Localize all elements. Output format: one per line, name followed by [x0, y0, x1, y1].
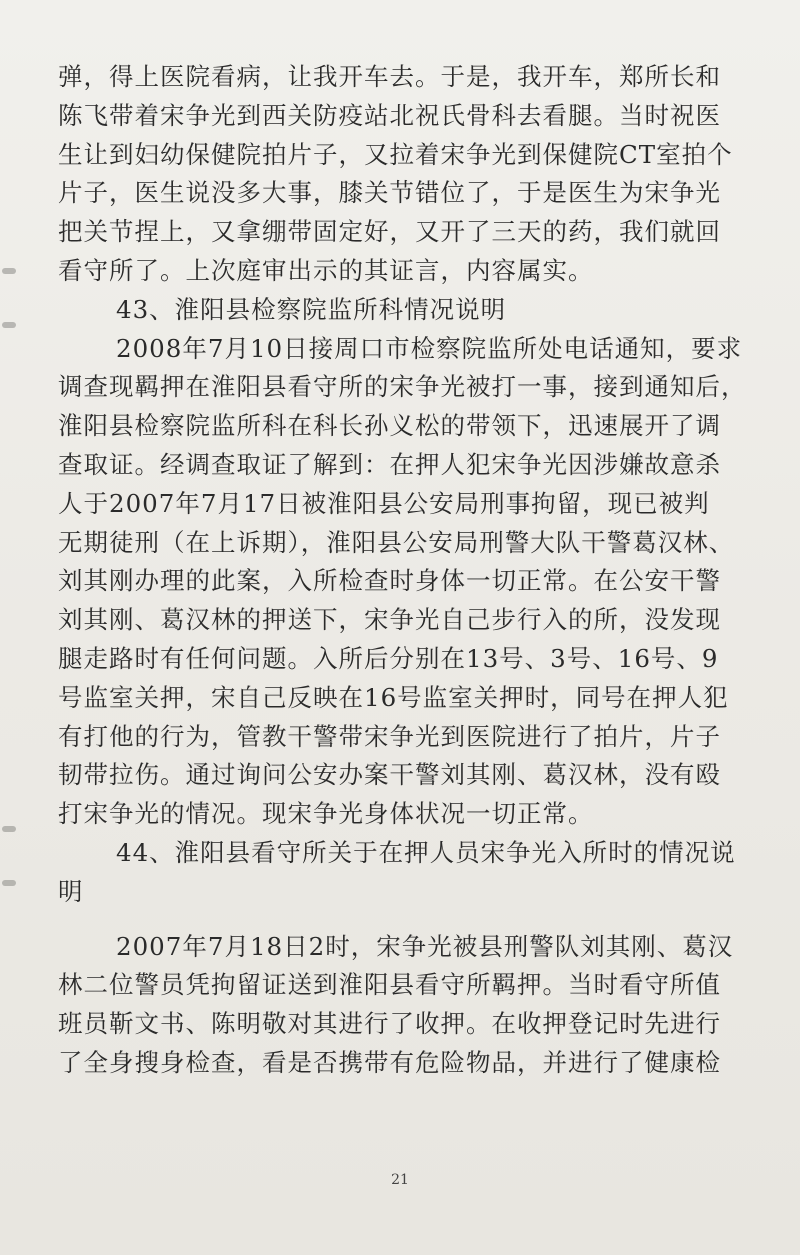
- section-heading-44-cont: 明: [58, 876, 84, 906]
- body-line: 生让到妇幼保健院拍片子，又拉着宋争光到保健院CT室拍个: [58, 139, 733, 169]
- body-line: 查取证。经调查取证了解到：在押人犯宋争光因涉嫌故意杀: [58, 449, 721, 479]
- body-line: 陈飞带着宋争光到西关防疫站北祝氏骨科去看腿。当时祝医: [58, 100, 721, 130]
- body-line: 腿走路时有任何问题。入所后分别在13号、3号、16号、9: [58, 643, 719, 673]
- paragraph-gap: [58, 912, 748, 928]
- body-line: 刘其刚办理的此案，入所检查时身体一切正常。在公安干警: [58, 566, 721, 596]
- body-line: 人于2007年7月17日被淮阳县公安局刑事拘留，现已被判: [58, 488, 710, 518]
- binding-hole: [2, 268, 16, 274]
- section-heading-44: 44、淮阳县看守所关于在押人员宋争光入所时的情况说: [116, 837, 736, 867]
- body-line: 2008年7月10日接周口市检察院监所处电话通知，要求: [116, 333, 743, 363]
- document-body: [58, 58, 748, 1083]
- body-line: 班员靳文书、陈明敬对其进行了收押。在收押登记时先进行: [58, 1009, 721, 1039]
- body-line: 片子，医生说没多大事，膝关节错位了，于是医生为宋争光: [58, 178, 721, 208]
- binding-hole: [2, 826, 16, 832]
- body-line: 2007年7月18日2时，宋争光被县刑警队刘其刚、葛汉: [116, 931, 734, 961]
- page-number: 21: [391, 1172, 409, 1188]
- body-line: 了全身搜身检查，看是否携带有危险物品，并进行了健康检: [58, 1047, 721, 1077]
- body-line: 刘其刚、葛汉林的押送下，宋争光自己步行入的所，没发现: [58, 605, 721, 635]
- body-line: 淮阳县检察院监所科在科长孙义松的带领下，迅速展开了调: [58, 411, 721, 441]
- body-line: 打宋争光的情况。现宋争光身体状况一切正常。: [58, 799, 594, 829]
- body-line: 看守所了。上次庭审出示的其证言，内容属实。: [58, 255, 594, 285]
- binding-hole: [2, 322, 16, 328]
- body-line: 韧带拉伤。通过询问公安办案干警刘其刚、葛汉林，没有殴: [58, 760, 721, 790]
- body-line: 号监室关押，宋自己反映在16号监室关押时，同号在押人犯: [58, 682, 729, 712]
- body-line: 无期徒刑（在上诉期），淮阳县公安局刑警大队干警葛汉林、: [58, 527, 735, 557]
- binding-hole: [2, 880, 16, 886]
- body-line: 把关节捏上，又拿绷带固定好，又开了三天的药，我们就回: [58, 217, 721, 247]
- body-line: 有打他的行为，管教干警带宋争光到医院进行了拍片，片子: [58, 721, 721, 751]
- body-line: 林二位警员凭拘留证送到淮阳县看守所羁押。当时看守所值: [58, 970, 721, 1000]
- body-line: 调查现羁押在淮阳县看守所的宋争光被打一事，接到通知后，: [58, 372, 747, 402]
- section-heading-43: 43、淮阳县检察院监所科情况说明: [116, 294, 507, 324]
- body-line: 弹，得上医院看病，让我开车去。于是，我开车，郑所长和: [58, 62, 721, 91]
